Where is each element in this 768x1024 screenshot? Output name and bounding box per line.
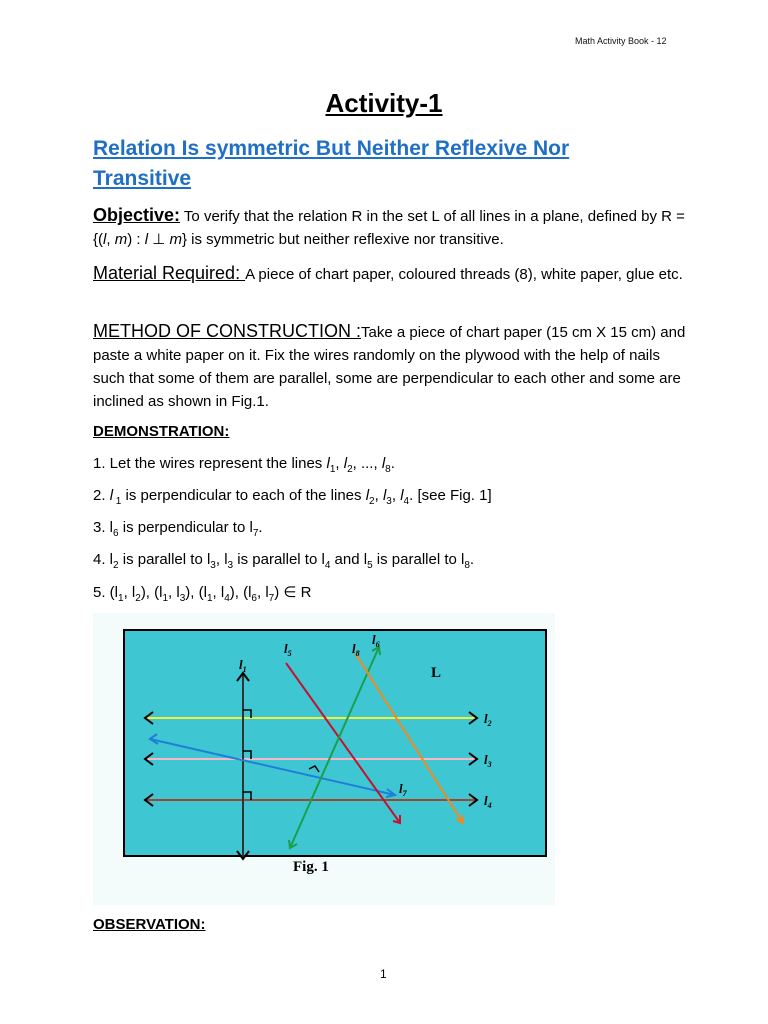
demo-1-l: l xyxy=(343,455,348,472)
demo-5-prefix: 5. (l xyxy=(93,584,119,601)
activity-title: Activity-1 xyxy=(325,88,443,118)
demo-4-sub: 3 xyxy=(210,560,216,571)
objective-var-l: l xyxy=(103,231,107,248)
demo-1-l: l xyxy=(381,455,386,472)
demonstration-heading: DEMONSTRATION: xyxy=(93,423,230,440)
demo-5-sub: 1 xyxy=(118,593,124,604)
demo-4-sub: 2 xyxy=(113,560,119,571)
label-l2: $l_2$ xyxy=(484,711,492,728)
set-label-L: L xyxy=(431,665,442,681)
demo-item-1: 1. Let the wires represent the lines $l_1$, $l_2$, ..., $l_8$. xyxy=(93,455,395,475)
demo-1-end: . xyxy=(390,455,395,472)
demo-4-sub: 3 xyxy=(227,560,234,571)
material-paragraph xyxy=(93,262,693,286)
book-header: Math Activity Book - 12 xyxy=(575,36,667,46)
demo-2-l: l xyxy=(109,487,114,504)
demo-2-sub: 3 xyxy=(386,496,392,507)
demo-1-sub: 2 xyxy=(347,464,353,475)
demo-4-sub: 4 xyxy=(324,560,331,571)
demo-item-4 xyxy=(93,551,474,571)
label-l7: $l_7$ xyxy=(399,781,407,798)
label-l4: $l_4$ xyxy=(484,793,492,810)
objective-text-3: } is symmetric but neither reflexive nor transitive. xyxy=(181,231,504,248)
objective-text-2: ) : xyxy=(127,231,145,248)
demo-4-sub: 5 xyxy=(367,560,373,571)
method-text: Take a piece of chart paper (15 cm X 15 cm) and paste a white paper on it. Fix the wires randomly on the plywood with the help of nails such that some of them are parallel, some are perpendicular to each other and some are inclined as shown in Fig.1. xyxy=(93,324,686,410)
demo-4-text: , l xyxy=(215,551,228,568)
method-label: METHOD OF CONSTRUCTION : xyxy=(93,321,361,341)
material-text: A piece of chart paper, coloured threads (8), white paper, glue etc. xyxy=(245,266,683,283)
demo-2-prefix: 2. xyxy=(93,487,110,504)
objective-label: Objective: xyxy=(93,205,181,225)
demo-3-sub: 6 xyxy=(113,528,119,539)
demo-item-2: 2. l $_1$ is perpendicular to each of the lines $l_2$, $l_3$, $l_4$. [see Fig. 1] xyxy=(93,487,492,507)
demo-4-text: is parallel to l xyxy=(118,551,211,568)
page-number: 1 xyxy=(380,967,387,981)
figure-caption: Fig. 1 xyxy=(293,859,329,875)
demo-2-sub: 2 xyxy=(369,496,375,507)
demo-3-sub: 7 xyxy=(252,528,259,539)
objective-perp: ⊥ xyxy=(148,231,170,248)
demo-4-text: is parallel to l xyxy=(372,551,465,568)
demo-4-text: is parallel to l xyxy=(233,551,325,568)
observation-heading: OBSERVATION: xyxy=(93,916,206,933)
figure-background xyxy=(124,630,546,856)
demo-item-3 xyxy=(93,519,263,539)
demo-5-sub: 2 xyxy=(135,593,141,604)
material-label: Material Required: xyxy=(93,263,246,283)
method-paragraph xyxy=(93,320,693,413)
demo-4-sub: 8 xyxy=(464,560,470,571)
label-l1: $l_1$ xyxy=(239,657,247,674)
demo-3-end: . xyxy=(258,519,263,536)
demo-5-sub: 3 xyxy=(179,593,186,604)
label-l3: $l_3$ xyxy=(484,752,492,769)
demo-4-text: and l xyxy=(330,551,368,568)
activity-subtitle: Relation Is symmetric But Neither Reflexive Nor Transitive xyxy=(93,137,570,190)
demo-5-sub: 1 xyxy=(162,593,169,604)
demo-2-l: l xyxy=(400,487,404,504)
demo-2-sub: 4 xyxy=(403,496,410,507)
label-l5: $l_5$ xyxy=(284,641,292,658)
demo-2-mid: is perpendicular to each of the lines xyxy=(121,487,366,504)
demo-1-l: l xyxy=(326,455,330,472)
demo-5-sub: 6 xyxy=(251,593,257,604)
objective-var-m2: m xyxy=(169,231,182,248)
demo-4-end: . xyxy=(469,551,475,568)
label-l8: $l_8$ xyxy=(352,641,360,658)
demo-1-sub: 8 xyxy=(385,464,391,475)
demo-1-dots: , ..., xyxy=(352,455,382,472)
objective-text-1: To verify that the relation R in the set L of all lines in a plane, defined by R = {( xyxy=(93,208,685,248)
demo-item-5: 5. ($l_1$, $l_2$), ($l_1$, $l_3$), ($l_1$, $l_4$), ($l_6$, $l_7$) ∈ R xyxy=(93,584,312,604)
demo-1-sub: 1 xyxy=(329,464,336,475)
demo-3-mid: is perpendicular to l xyxy=(118,519,253,536)
demo-5-sub: 4 xyxy=(224,593,230,604)
demo-5-sub: 7 xyxy=(268,593,275,604)
objective-var-l2: l xyxy=(144,231,149,248)
demo-2-l: l xyxy=(365,487,370,504)
demo-5-end: ) ∈ R xyxy=(274,584,312,601)
demo-3-prefix: 3. l xyxy=(93,519,114,536)
demo-4-prefix: 4. l xyxy=(93,551,114,568)
demo-2-end: . [see Fig. 1] xyxy=(409,487,492,504)
objective-paragraph xyxy=(93,204,693,251)
demo-5-sub: 1 xyxy=(206,593,213,604)
demo-1-prefix: 1. Let the wires represent the lines xyxy=(93,455,327,472)
demo-2-sub: 1 xyxy=(113,496,122,507)
demo-2-l: l xyxy=(382,487,387,504)
objective-comma: , xyxy=(106,231,115,248)
label-l6: $l_6$ xyxy=(372,632,380,649)
objective-var-m: m xyxy=(114,231,128,248)
